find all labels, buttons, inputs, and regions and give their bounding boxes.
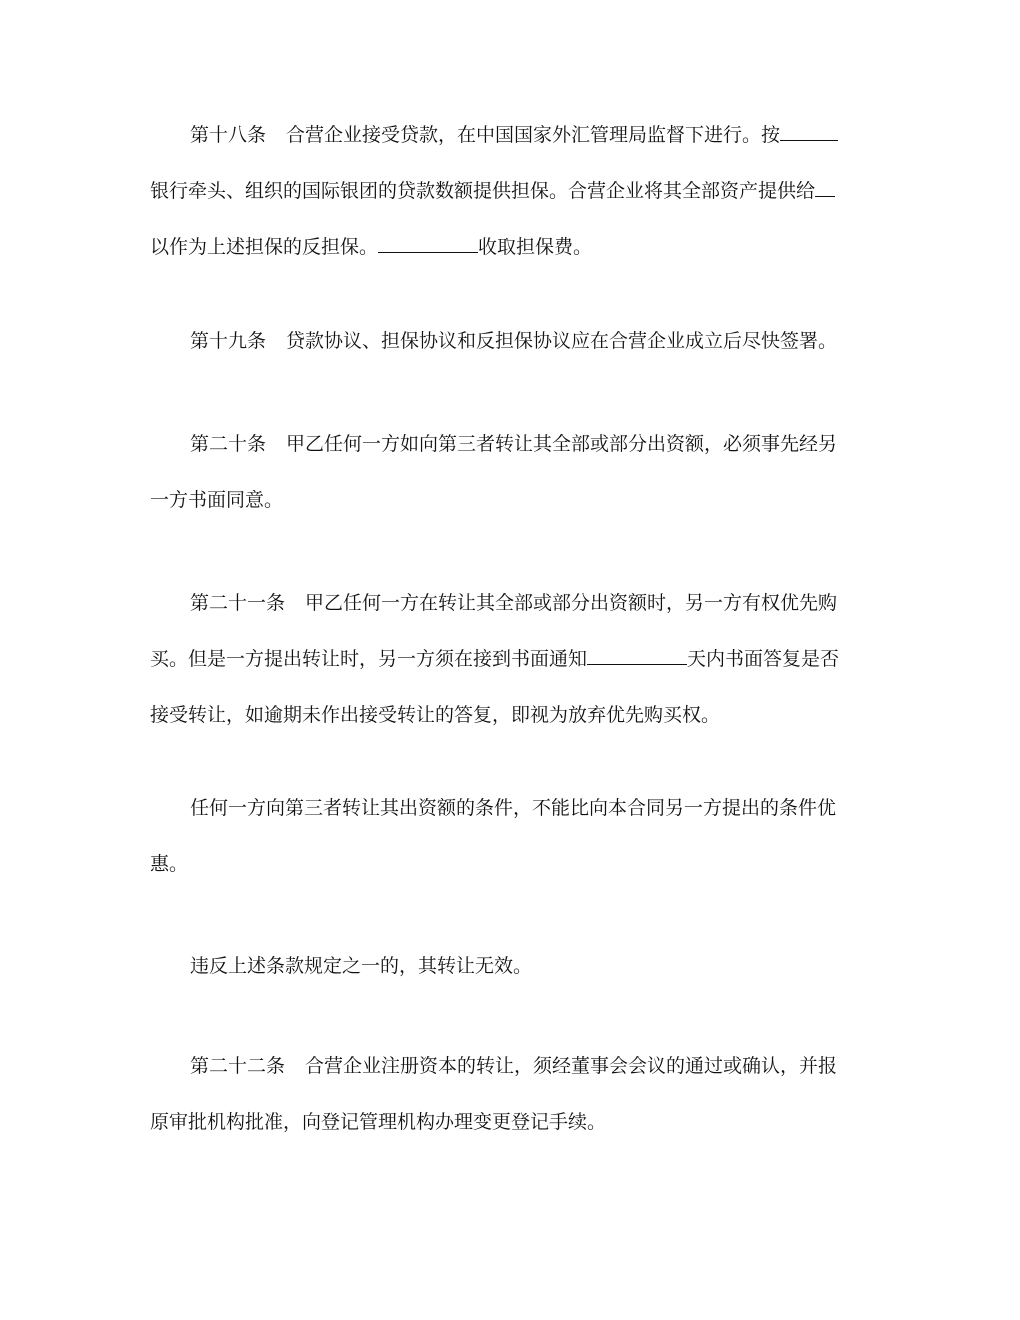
article-21-number: 第二十一条: [190, 592, 286, 614]
article-21-line-1: [150, 575, 872, 631]
article-19: [150, 313, 872, 369]
violation-line-1: [150, 938, 872, 994]
article-20-number: 第二十条: [190, 433, 267, 455]
conditions-line-2: [150, 836, 872, 892]
article-20-line-2: [150, 472, 872, 528]
article-18-text-4: 收取担保费。: [478, 236, 593, 258]
article-19-line-1: [150, 313, 872, 369]
article-18-line-3: [150, 219, 872, 275]
article-18-line-2: [150, 163, 872, 219]
article-22-number: 第二十二条: [190, 1055, 286, 1077]
article-20-text-2: 一方书面同意。: [150, 489, 284, 511]
paragraph-violation: [150, 938, 872, 994]
article-21-text-3: 天内书面答复是否: [687, 648, 840, 670]
article-20-text-1: 甲乙任何一方如向第三者转让其全部或部分出资额，必须事先经另: [286, 433, 838, 455]
article-22: [150, 1038, 872, 1150]
article-21-line-3: [150, 687, 872, 743]
article-22-text-1: 合营企业注册资本的转让，须经董事会会议的通过或确认，并报: [305, 1055, 838, 1077]
article-20-line-1: [150, 416, 872, 472]
article-19-number: 第十九条: [190, 330, 267, 352]
article-18-line-1: [150, 107, 872, 163]
conditions-line-1: [150, 780, 872, 836]
article-21-text-2: 买。但是一方提出转让时，另一方须在接到书面通知: [150, 648, 588, 670]
article-18-text-1: 合营企业接受贷款，在中国国家外汇管理局监督下进行。按: [286, 124, 781, 146]
blank-field: [587, 644, 687, 665]
article-18-number: 第十八条: [190, 124, 267, 146]
conditions-text-1: 任何一方向第三者转让其出资额的条件，不能比向本合同另一方提出的条件优: [190, 797, 837, 819]
article-21: [150, 575, 872, 743]
article-21-line-2: [150, 631, 872, 687]
article-20: [150, 416, 872, 528]
article-19-text-1: 贷款协议、担保协议和反担保协议应在合营企业成立后尽快签署。: [286, 330, 838, 352]
blank-field: [780, 120, 838, 141]
blank-field: [378, 232, 478, 253]
violation-text-1: 违反上述条款规定之一的，其转让无效。: [190, 955, 533, 977]
article-22-line-1: [150, 1038, 872, 1094]
article-21-text-1: 甲乙任何一方在转让其全部或部分出资额时，另一方有权优先购: [305, 592, 838, 614]
blank-field: [815, 176, 835, 197]
article-18-text-2: 银行牵头、组织的国际银团的贷款数额提供担保。合营企业将其全部资产提供给: [150, 180, 816, 202]
article-22-line-2: [150, 1094, 872, 1150]
article-18: [150, 107, 872, 275]
paragraph-transfer-conditions: [150, 780, 872, 892]
conditions-text-2: 惠。: [150, 853, 189, 875]
article-21-text-4: 接受转让，如逾期未作出接受转让的答复，即视为放弃优先购买权。: [150, 704, 721, 726]
article-22-text-2: 原审批机构批准，向登记管理机构办理变更登记手续。: [150, 1111, 607, 1133]
article-18-text-3: 以作为上述担保的反担保。: [150, 236, 379, 258]
